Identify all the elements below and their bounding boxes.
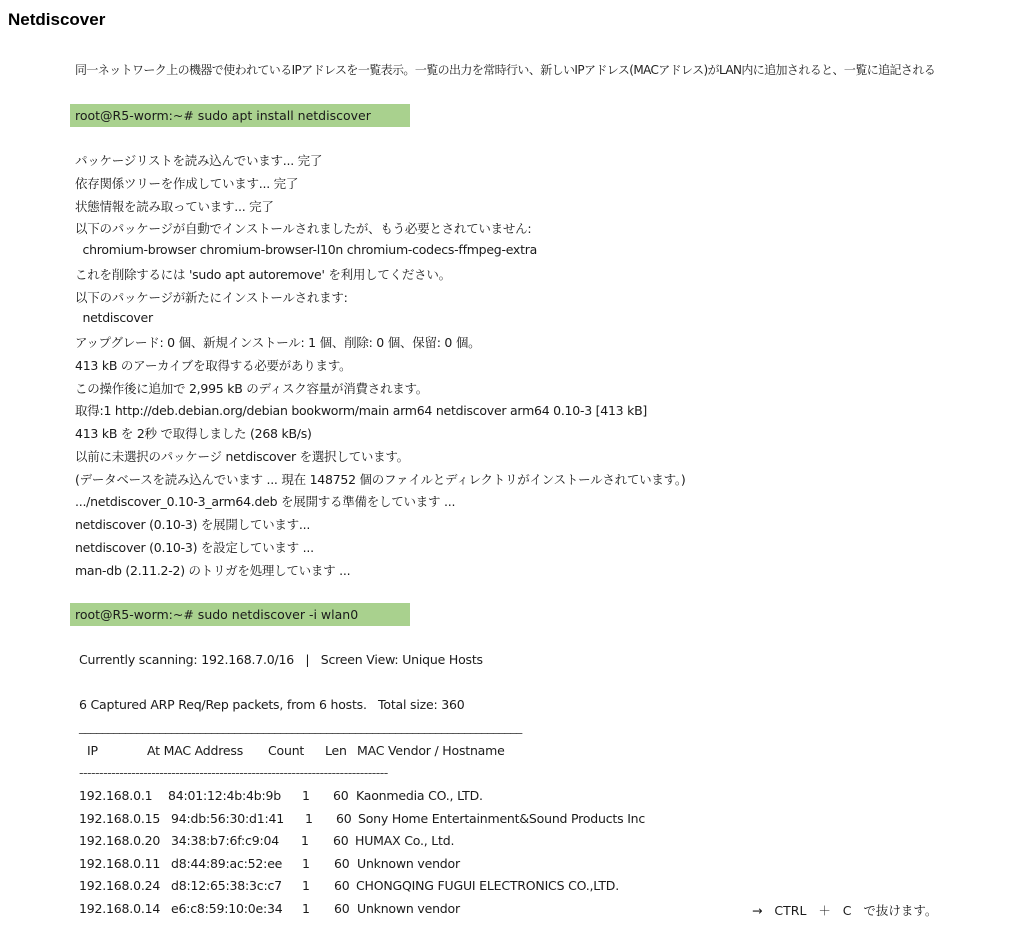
output-line: netdiscover [75, 310, 153, 326]
cell-vendor: HUMAX Co., Ltd. [355, 833, 455, 849]
rule-mid: ----------------------------------------------------------------------------- [79, 765, 388, 780]
cell-count: 1 [302, 901, 310, 916]
cell-count: 1 [302, 878, 310, 894]
scan-status: Currently scanning: 192.168.7.0/16 | Screen View: Unique Hosts [79, 652, 483, 667]
cell-vendor: Unknown vendor [357, 901, 460, 916]
exit-hint: → CTRL ＋ C で抜けます。 [752, 903, 938, 918]
header-vendor: MAC Vendor / Hostname [357, 743, 505, 758]
output-line: パッケージリストを読み込んでいます... 完了 [75, 153, 323, 168]
cell-ip: 192.168.0.15 [79, 810, 161, 826]
output-line: 以下のパッケージが自動でインストールされましたが、もう必要とされていません: [75, 221, 532, 237]
header-count: Count [268, 743, 305, 758]
cell-vendor: Unknown vendor [357, 855, 460, 871]
output-line: この操作後に追加で 2,995 kB のディスク容量が消費されます。 [75, 380, 429, 396]
header-len: Len [325, 743, 347, 758]
cell-vendor: Sony Home Entertainment&Sound Products Inc [358, 810, 646, 826]
output-line: chromium-browser chromium-browser-l10n chromium-codecs-ffmpeg-extra [75, 242, 538, 257]
output-line: netdiscover (0.10-3) を展開しています... [75, 517, 311, 532]
output-line: 413 kB を 2秒 で取得しました (268 kB/s) [75, 426, 312, 441]
output-line: .../netdiscover_0.10-3_arm64.deb を展開する準備をしています ... [75, 494, 456, 510]
output-line: 状態情報を読み取っています... 完了 [75, 198, 274, 214]
cell-ip: 192.168.0.11 [79, 855, 161, 871]
cell-len: 60 [333, 788, 349, 803]
cell-count: 1 [302, 788, 310, 803]
output-line: 依存関係ツリーを作成しています... 完了 [75, 175, 299, 191]
command-install: root@R5-worm:~# sudo apt install netdiscover [70, 104, 410, 127]
cell-count: 1 [305, 810, 313, 826]
cell-mac: e6:c8:59:10:0e:34 [171, 901, 283, 916]
output-line: これを削除するには 'sudo apt autoremove' を利用してください。 [75, 266, 451, 282]
cell-len: 60 [334, 901, 350, 916]
output-line: アップグレード: 0 個、新規インストール: 1 個、削除: 0 個、保留: 0 個。 [75, 335, 481, 350]
command-netdiscover: root@R5-worm:~# sudo netdiscover -i wlan0 [70, 603, 410, 626]
output-line: man-db (2.11.2-2) のトリガを処理しています ... [75, 562, 351, 578]
output-line: (データベースを読み込んでいます ... 現在 148752 個のファイルとディレクトリがインストールされています。) [75, 471, 686, 487]
cell-ip: 192.168.0.20 [79, 833, 161, 849]
cell-vendor: CHONGQING FUGUI ELECTRONICS CO.,LTD. [356, 878, 619, 894]
cell-len: 60 [334, 855, 350, 871]
cell-mac: d8:12:65:38:3c:c7 [171, 878, 282, 894]
cell-ip: 192.168.0.1 [79, 788, 153, 803]
cell-mac: 94:db:56:30:d1:41 [171, 810, 285, 826]
header-mac: At MAC Address [147, 743, 244, 758]
cell-mac: d8:44:89:ac:52:ee [171, 855, 283, 871]
scan-summary: 6 Captured ARP Req/Rep packets, from 6 hosts. Total size: 360 [79, 697, 465, 712]
cell-count: 1 [301, 833, 309, 849]
cell-ip: 192.168.0.24 [79, 878, 161, 894]
cell-ip: 192.168.0.14 [79, 901, 161, 916]
cell-len: 60 [334, 878, 350, 894]
output-line: netdiscover (0.10-3) を設定しています ... [75, 539, 314, 555]
cell-count: 1 [302, 855, 310, 871]
cell-mac: 84:01:12:4b:4b:9b [168, 788, 282, 803]
cell-len: 60 [336, 810, 352, 826]
header-ip: IP [87, 743, 98, 758]
cell-vendor: Kaonmedia CO., LTD. [356, 788, 483, 803]
intro-text: 同一ネットワーク上の機器で使われているIPアドレスを一覧表示。一覧の出力を常時行い、新しいIPアドレス(MACアドレス)がLAN内に追加されると、一覧に追記される [75, 63, 936, 77]
rule-top: _____________________________________________________________________________ [79, 719, 522, 734]
cell-len: 60 [333, 833, 349, 849]
cell-mac: 34:38:b7:6f:c9:04 [171, 833, 279, 849]
page-title: Netdiscover [8, 10, 106, 29]
output-line: 取得:1 http://deb.debian.org/debian bookworm/main arm64 netdiscover arm64 0.10-3 [413 kB] [75, 403, 648, 419]
output-line: 413 kB のアーカイブを取得する必要があります。 [75, 357, 352, 373]
output-line: 以前に未選択のパッケージ netdiscover を選択しています。 [75, 448, 409, 464]
output-line: 以下のパッケージが新たにインストールされます: [75, 289, 348, 305]
